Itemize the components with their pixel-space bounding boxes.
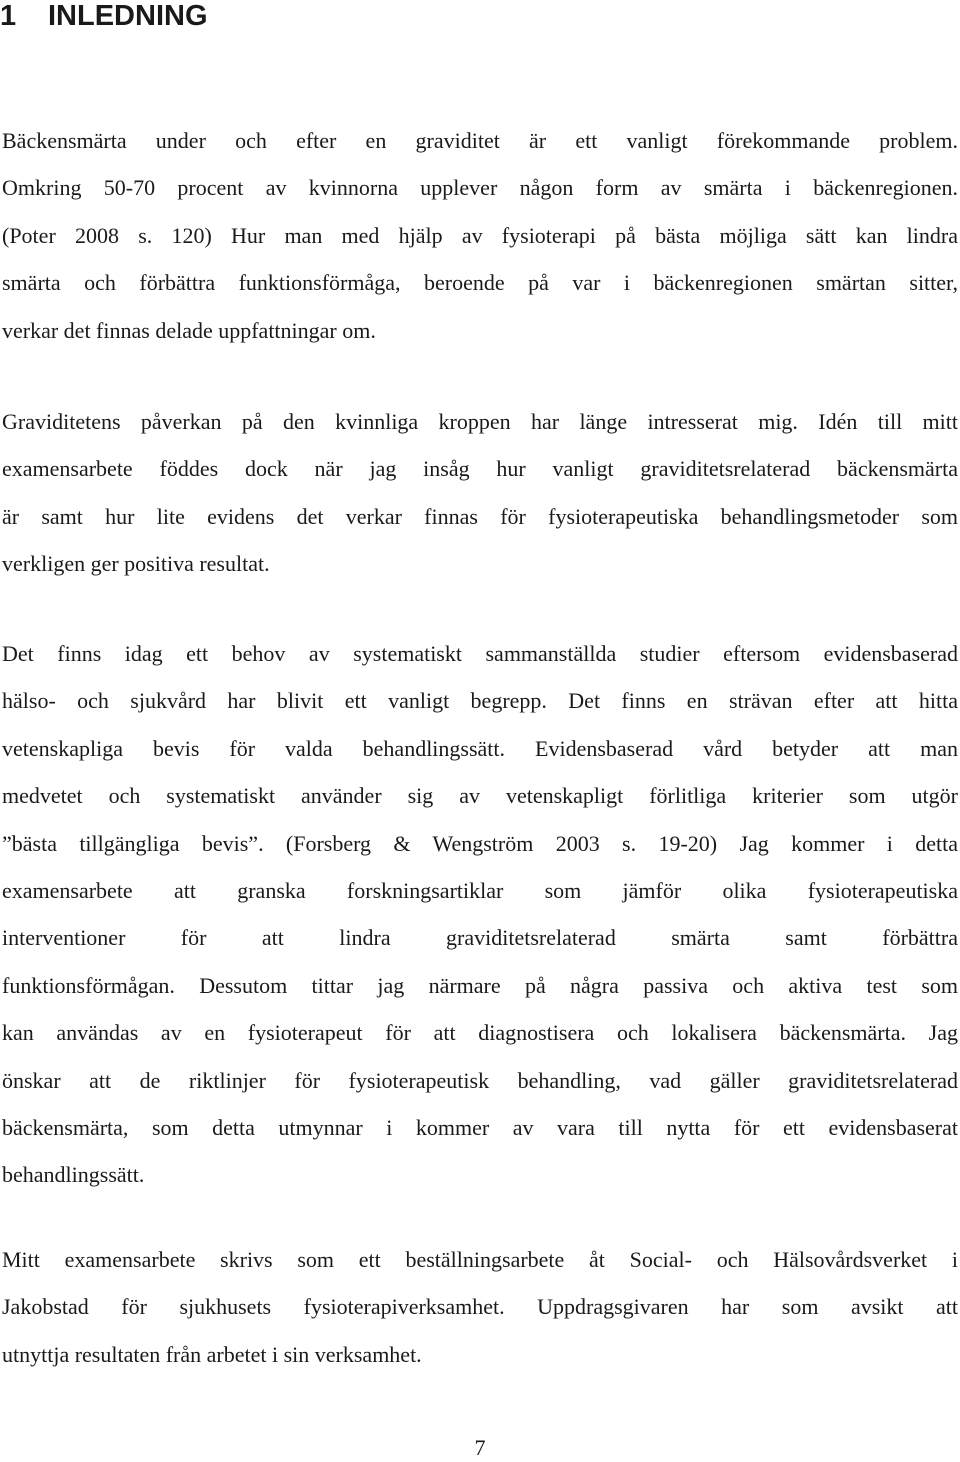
text-line: ”bästa tillgängliga bevis”. (Forsberg & Wengström 2003 s. 19-20) Jag kommer i detta: [2, 830, 958, 856]
text-line: interventioner för att lindra graviditetsrelaterad smärta samt förbättra: [2, 925, 958, 951]
text-line: medvetet och systematiskt använder sig av vetenskapligt förlitliga kriterier som utgör: [2, 783, 958, 809]
text-line: utnyttja resultaten från arbetet i sin verksamhet.: [2, 1341, 422, 1367]
section-number: 1: [0, 0, 17, 32]
section-title: INLEDNING: [48, 0, 208, 32]
text-line: önskar att de riktlinjer för fysioterapeutisk behandling, vad gäller graviditetsrelaterad: [2, 1067, 958, 1093]
text-line: Graviditetens påverkan på den kvinnliga kroppen har länge intresserat mig. Idén till mitt: [2, 409, 958, 434]
paragraph-3: [2, 630, 958, 1199]
text-line: Det finns idag ett behov av systematiskt sammanställda studier eftersom evidensbaserad: [2, 641, 958, 666]
text-line: (Poter 2008 s. 120) Hur man med hjälp av fysioterapi på bästa möjliga sätt kan lindra: [2, 222, 958, 248]
text-line: examensarbete att granska forskningsartiklar som jämför olika fysioterapeutiska: [2, 878, 958, 904]
text-line: vetenskapliga bevis för valda behandlingssätt. Evidensbaserad vård betyder att man: [2, 735, 958, 761]
text-line: verkligen ger positiva resultat.: [2, 551, 270, 577]
page-number: 7: [474, 1435, 486, 1460]
text-line: examensarbete föddes dock när jag insåg hur vanligt graviditetsrelaterad bäckensmärta: [2, 456, 958, 482]
text-line: är samt hur lite evidens det verkar finnas för fysioterapeutiska behandlingsmetoder som: [2, 503, 958, 529]
text-line: smärta och förbättra funktionsförmåga, beroende på var i bäckenregionen smärtan sitter,: [2, 270, 958, 296]
text-line: hälso- och sjukvård har blivit ett vanligt begrepp. Det finns en strävan efter att hitta: [2, 688, 958, 714]
text-line: bäckensmärta, som detta utmynnar i kommer av vara till nytta för ett evidensbaserat: [2, 1115, 958, 1141]
paragraph-4: [2, 1236, 958, 1378]
text-line: Mitt examensarbete skrivs som ett beställningsarbete åt Social- och Hälsovårdsverket i: [2, 1247, 958, 1272]
text-line: Jakobstad för sjukhusets fysioterapiverksamhet. Uppdragsgivaren har som avsikt att: [2, 1294, 958, 1320]
section-heading: [0, 0, 208, 36]
text-line: Bäckensmärta under och efter en graviditet är ett vanligt förekommande problem.: [2, 128, 958, 153]
paragraph-2: [2, 398, 958, 588]
text-line: behandlingssätt.: [2, 1162, 145, 1188]
text-line: funktionsförmågan. Dessutom tittar jag närmare på några passiva och aktiva test som: [2, 972, 958, 998]
paragraph-1: [2, 117, 958, 354]
text-line: Omkring 50-70 procent av kvinnorna upplever någon form av smärta i bäckenregionen.: [2, 175, 958, 201]
text-line: verkar det finnas delade uppfattningar om.: [2, 317, 376, 343]
text-line: kan användas av en fysioterapeut för att diagnostisera och lokalisera bäckensmärta. Jag: [2, 1020, 958, 1046]
